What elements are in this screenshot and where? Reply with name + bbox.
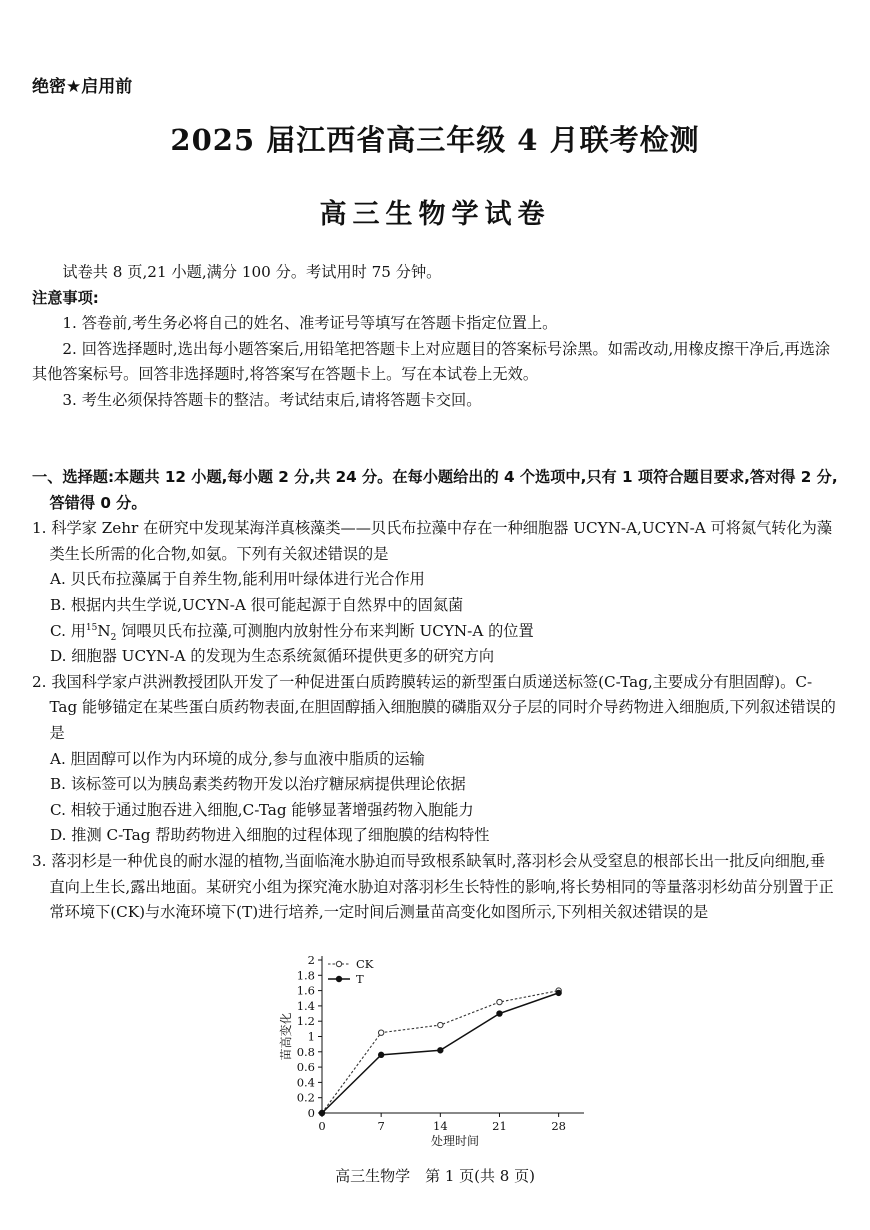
legend-label-ck: CK — [356, 957, 374, 971]
paper-subtitle: 高三生物学试卷 — [319, 199, 551, 230]
question-1-stem: 1. 科学家 Zehr 在研究中发现某海洋真核藻类——贝氏布拉藻中存在一种细胞器 UCYN-A,UCYN-A 可将氮气转化为藻类生长所需的化合物,如氨。下列有关叙述错误的是 — [32, 519, 833, 563]
data-point-t — [556, 990, 561, 995]
y-tick-label: 0.2 — [296, 1090, 315, 1105]
y-tick-label: 1.6 — [296, 983, 315, 998]
q2-option-b: B. 该标签可以为胰岛素类药物开发以治疗糖尿病提供理论依据 — [50, 775, 466, 794]
y-tick-label: 1.8 — [296, 968, 315, 983]
legend-label-t: T — [356, 972, 364, 986]
question-3-stem: 3. 落羽杉是一种优良的耐水湿的植物,当面临淹水胁迫而导致根系缺氧时,落羽杉会从受窒息的根部长出一批反向细胞,垂直向上生长,露出地面。某研究小组为探究淹水胁迫对落羽杉生长特性的影响,将长势相同的等量落羽杉幼苗分别置于正常环境下(CK)与水淹环境下(T)进行培养,一定时间后测量苗高变化如图所示,下列相关叙述错误的是 — [32, 851, 834, 922]
notice-heading: 注意事项: — [32, 288, 99, 307]
x-tick-label: 21 — [492, 1119, 507, 1133]
x-tick-label: 7 — [377, 1119, 385, 1133]
x-tick-label: 14 — [433, 1119, 448, 1133]
q2-option-a: A. 胆固醇可以作为内环境的成分,参与血液中脂质的运输 — [50, 749, 425, 768]
x-axis-title: 处理时间 — [430, 1134, 480, 1148]
y-axis-title: 苗高变化 — [279, 1012, 293, 1061]
q1-option-c — [32, 619, 838, 645]
q2-option-c: C. 相较于通过胞吞进入细胞,C-Tag 能够显著增强药物入胞能力 — [50, 800, 474, 819]
data-point-t — [438, 1048, 443, 1053]
confidential-mark: 绝密★启用前 — [32, 77, 133, 97]
q1-option-d: D. 细胞器 UCYN-A 的发现为生态系统氮循环提供更多的研究方向 — [50, 647, 495, 666]
data-point-t — [378, 1052, 383, 1057]
notice-item-1: 1. 答卷前,考生务必将自己的姓名、准考证号等填写在答题卡指定位置上。 — [62, 314, 558, 333]
isotope-mass-number: 15 — [85, 622, 98, 633]
data-point-t — [319, 1110, 324, 1115]
data-point-ck — [438, 1022, 443, 1027]
y-tick-label: 2 — [307, 953, 315, 967]
y-tick-label: 1 — [307, 1029, 315, 1044]
notice-item-2: 2. 回答选择题时,选出每小题答案后,用铅笔把答题卡上对应题目的答案标号涂黑。如需改动,用橡皮擦干净后,再选涂其他答案标号。回答非选择题时,将答案写在答题卡上。写在本试卷上无效。 — [32, 339, 831, 384]
x-tick-label: 0 — [318, 1119, 326, 1133]
seedling-height-chart — [276, 948, 606, 1153]
element-symbol: N — [97, 621, 111, 640]
notice-item-3: 3. 考生必须保持答题卡的整洁。考试结束后,请将答题卡交回。 — [62, 390, 482, 409]
q1-option-c-prefix: C. 用 — [50, 621, 86, 640]
legend-marker-t — [336, 976, 341, 981]
data-point-ck — [378, 1030, 383, 1035]
instructions-block — [32, 260, 838, 414]
exam-title: 2025 届江西省高三年级 4 月联考检测 — [170, 123, 700, 157]
y-tick-label: 0 — [307, 1106, 315, 1120]
y-tick-label: 0.6 — [296, 1060, 315, 1075]
q1-option-b: B. 根据内共生学说,UCYN-A 很可能起源于自然界中的固氮菌 — [50, 595, 464, 614]
y-tick-label: 1.4 — [296, 998, 315, 1013]
page-footer: 高三生物学 第 1 页(共 8 页) — [335, 1167, 535, 1185]
data-point-t — [497, 1011, 502, 1016]
q1-option-c-rest: 饲喂贝氏布拉藻,可测胞内放射性分布来判断 UCYN-A 的位置 — [116, 621, 534, 640]
data-point-ck — [497, 999, 502, 1004]
q2-option-d: D. 推测 C-Tag 帮助药物进入细胞的过程体现了细胞膜的结构特性 — [50, 826, 490, 845]
x-tick-label: 28 — [551, 1119, 566, 1133]
section-heading: 一、选择题:本题共 12 小题,每小题 2 分,共 24 分。在每小题给出的 4 个选项中,只有 1 项符合题目要求,答对得 2 分,答错得 0 分。 — [32, 468, 838, 512]
atom-count: 2 — [110, 632, 117, 643]
y-tick-label: 0.8 — [296, 1044, 315, 1059]
q1-option-a: A. 贝氏布拉藻属于自养生物,能利用叶绿体进行光合作用 — [50, 570, 425, 589]
intro-line: 试卷共 8 页,21 小题,满分 100 分。考试用时 75 分钟。 — [62, 263, 442, 281]
question-2-stem: 2. 我国科学家卢洪洲教授团队开发了一种促进蛋白质跨膜转运的新型蛋白质递送标签(C-Tag,主要成分有胆固醇)。C-Tag 能够锚定在某些蛋白质药物表面,在胆固醇插入细胞膜的磷脂双分子层的同时介导药物进入细胞质,下列叙述错误的是 — [32, 672, 836, 742]
y-tick-label: 0.4 — [296, 1075, 315, 1090]
legend-marker-ck — [336, 961, 341, 966]
questions-block — [32, 465, 838, 926]
y-tick-label: 1.2 — [296, 1014, 315, 1029]
